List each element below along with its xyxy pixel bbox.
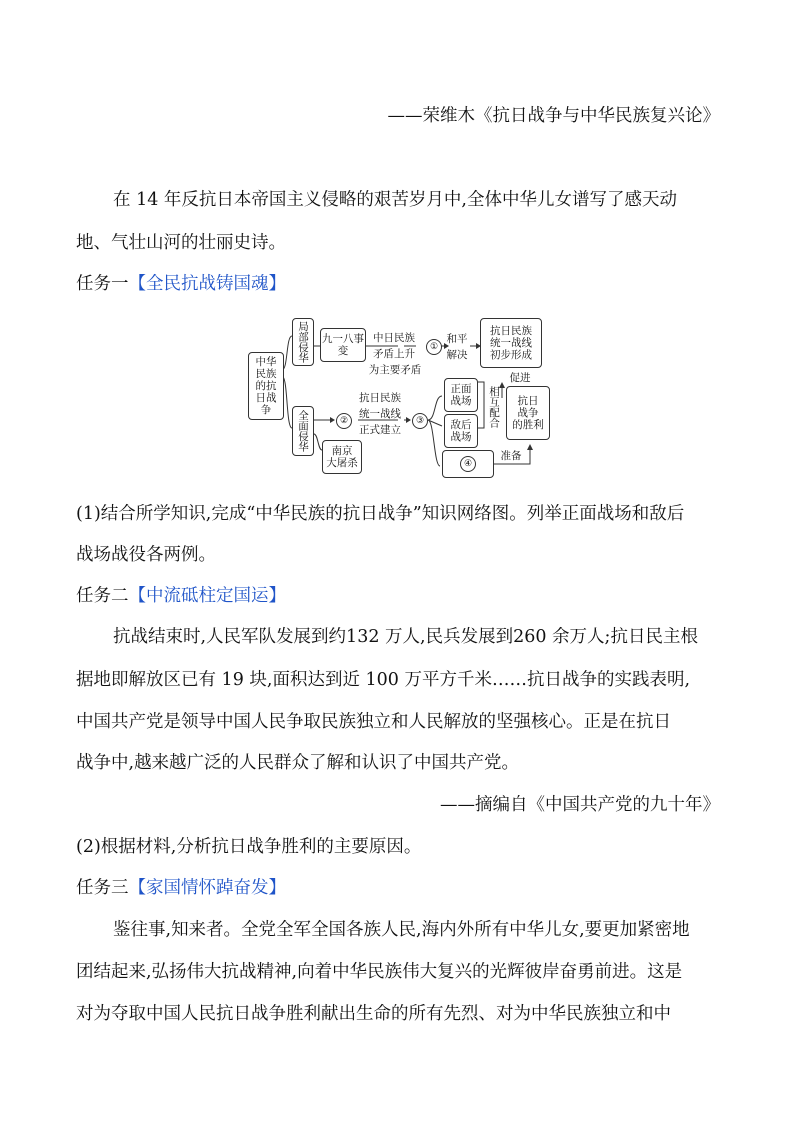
nanjing-line-1: 南京 [331, 445, 353, 457]
cooperate-label: 相互配合 [488, 386, 500, 428]
blank-4-box [442, 450, 494, 478]
front-battlefield-line-1: 正面 [450, 383, 472, 395]
front-battlefield-box [444, 378, 478, 412]
material2-line-4: 战争中,越来越广泛的人民群众了解和认识了中国共产党。 [76, 753, 520, 773]
blank-1: ① [426, 339, 442, 355]
intro-line-1: 在 14 年反抗日本帝国主义侵略的艰苦岁月中,全体中华儿女谱写了感天动 [113, 190, 677, 210]
full-invasion-box: 全面侵华 [292, 406, 314, 456]
blank-3: ③ [412, 413, 428, 429]
material2-line-2: 据地即解放区已有 19 块,面积达到近 100 万平方千米……抗日战争的实践表明, [76, 670, 691, 690]
material2-source: ——摘编自《中国共产党的九十年》 [440, 795, 720, 815]
promote-label: 促进 [509, 372, 531, 384]
q2-line: (2)根据材料,分析抗日战争胜利的主要原因。 [76, 837, 422, 857]
task3-heading [76, 876, 720, 900]
material3-line-2: 团结起来,弘扬伟大抗战精神,向着中华民族伟大复兴的光辉彼岸奋勇前进。这是 [76, 962, 683, 982]
source-attribution: ——荣维木《抗日战争与中华民族复兴论》 [387, 106, 720, 126]
task2-prefix: 任务二 [76, 586, 129, 606]
victory-box [506, 386, 550, 440]
task1-prefix: 任务一 [76, 274, 129, 294]
material2-line-3: 中国共产党是领导中国人民争取民族独立和人民解放的坚强核心。正是在抗日 [76, 712, 671, 732]
sep18-box: 九一八事变 [320, 328, 366, 362]
united-front-initial-box [480, 318, 542, 368]
material3-line-1: 鉴往事,知来者。全党全军全国各族人民,海内外所有中华儿女,要更加紧密地 [113, 920, 690, 940]
prepare-label: 准备 [500, 450, 522, 462]
partial-invasion-box: 局部侵华 [292, 318, 314, 366]
knowledge-network-diagram [248, 316, 553, 480]
front-battlefield-line-2: 战场 [450, 395, 472, 407]
task1-title: 【全民抗战铸国魂】 [128, 274, 286, 294]
enemy-rear-line-1: 敌后 [450, 419, 472, 431]
blank-4: ④ [460, 456, 476, 472]
task3-title: 【家国情怀踔奋发】 [128, 878, 286, 898]
nanjing-line-2: 大屠杀 [326, 457, 358, 469]
contradiction-line-3: 为主要矛盾 [368, 364, 422, 376]
blank-2: ② [336, 413, 352, 429]
task3-prefix: 任务三 [76, 878, 129, 898]
united-front-initial-line-1: 抗日民族 [490, 325, 532, 337]
victory-line-3: 的胜利 [512, 419, 544, 431]
task1-heading [76, 272, 720, 296]
nanjing-box [322, 440, 362, 474]
contradiction-line-2: 矛盾上升 [373, 348, 415, 360]
material2-line-1: 抗战结束时,人民军队发展到约132 万人,民兵发展到260 余万人;抗日民主根 [113, 627, 698, 647]
material3-line-3: 对为夺取中国人民抗日战争胜利献出生命的所有先烈、对为中华民族独立和中 [76, 1004, 671, 1024]
task2-title: 【中流砥柱定国运】 [128, 586, 286, 606]
contradiction-line-1: 中日民族 [373, 332, 415, 344]
victory-line-2: 战争 [517, 407, 539, 419]
united-front-formal-line-1: 抗日民族 [359, 392, 401, 404]
victory-line-1: 抗日 [517, 395, 539, 407]
q1-line-1: (1)结合所学知识,完成“中华民族的抗日战争”知识网络图。列举正面战场和敌后 [76, 504, 685, 524]
united-front-formal-line-3: 正式建立 [359, 424, 401, 436]
united-front-initial-line-2: 统一战线 [490, 337, 532, 349]
task2-heading [76, 584, 720, 608]
enemy-rear-line-2: 战场 [450, 431, 472, 443]
intro-line-2: 地、气壮山河的壮丽史诗。 [76, 233, 286, 253]
enemy-rear-box [444, 414, 478, 448]
root-box: 中华民族的抗日战争 [248, 352, 284, 420]
peace-line-1: 和平 [446, 333, 468, 345]
q1-line-2: 战场战役各两例。 [76, 545, 216, 565]
united-front-initial-line-3: 初步形成 [490, 349, 532, 361]
united-front-formal-line-2: 统一战线 [359, 408, 401, 420]
peace-line-2: 解决 [446, 349, 468, 361]
